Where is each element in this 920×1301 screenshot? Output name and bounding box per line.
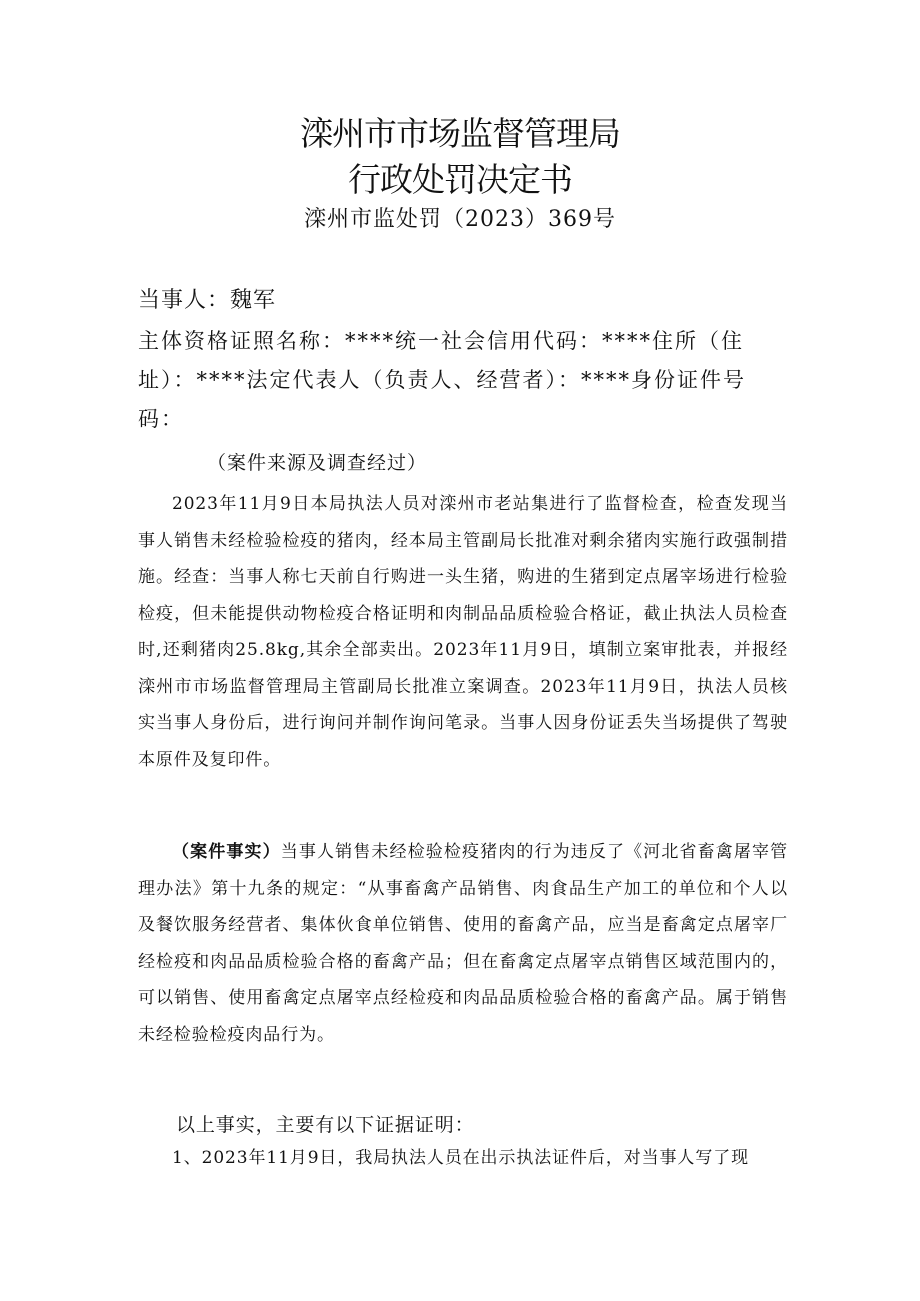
- evidence-item-1: 1、2023年11月9日，我局执法人员在出示执法证件后，对当事人写了现: [172, 1148, 750, 1168]
- facts-body: 当事人销售未经检验检疫猪肉的行为违反了《河北省畜禽屠宰管理办法》第十九条的规定：“从事畜禽产品销售、肉食品生产加工的单位和个人以及餐饮服务经营者、集体伙食单位销售、使用的畜禽产品，应当是畜禽定点屠宰厂经检疫和肉品品质检验合格的畜禽产品；但在畜禽定点屠宰点销售区域范围内的，可以销售、使用畜禽定点屠宰点经检疫和肉品品质检验合格的畜禽产品。属于销售未经检验检疫肉品行为。: [138, 842, 788, 1045]
- party-subject-info: 主体资格证照名称：****统一社会信用代码：****住所（住址）：****法定代表人（负责人、经营者）：****身份证件号码：: [138, 329, 746, 431]
- document-title-type: 行政处罚决定书: [348, 160, 572, 199]
- investigation-paragraph: 2023年11月9日本局执法人员对滦州市老站集进行了监督检查，检查发现当事人销售未经检验检疫的猪肉，经本局主管副局长批准对剩余猪肉实施行政强制措施。经查：当事人称七天前自行购进一头生猪，购进的生猪到定点屠宰场进行检验检疫，但未能提供动物检疫合格证明和肉制品品质检验合格证，截止执法人员检查时,还剩猪肉25.8kg,其余全部卖出。2023年11月9日，填制立案审批表，并报经滦州市市场监督管理局主管副局长批准立案调查。2023年11月9日，执法人员核实当事人身份后，进行询问并制作询问笔录。当事人因身份证丢失当场提供了驾驶本原件及复印件。: [138, 494, 788, 770]
- evidence-intro: 以上事实，主要有以下证据证明：: [176, 1114, 475, 1136]
- facts-heading: （案件事实）: [172, 842, 281, 862]
- document-number: 滦州市监处罚（2023）369号: [304, 207, 616, 232]
- investigation-heading: （案件来源及调查经过）: [207, 452, 428, 474]
- party-name: 当事人：魏军: [138, 288, 277, 313]
- facts-paragraph: [138, 834, 788, 1053]
- document-title-agency: 滦州市市场监督管理局: [300, 114, 620, 153]
